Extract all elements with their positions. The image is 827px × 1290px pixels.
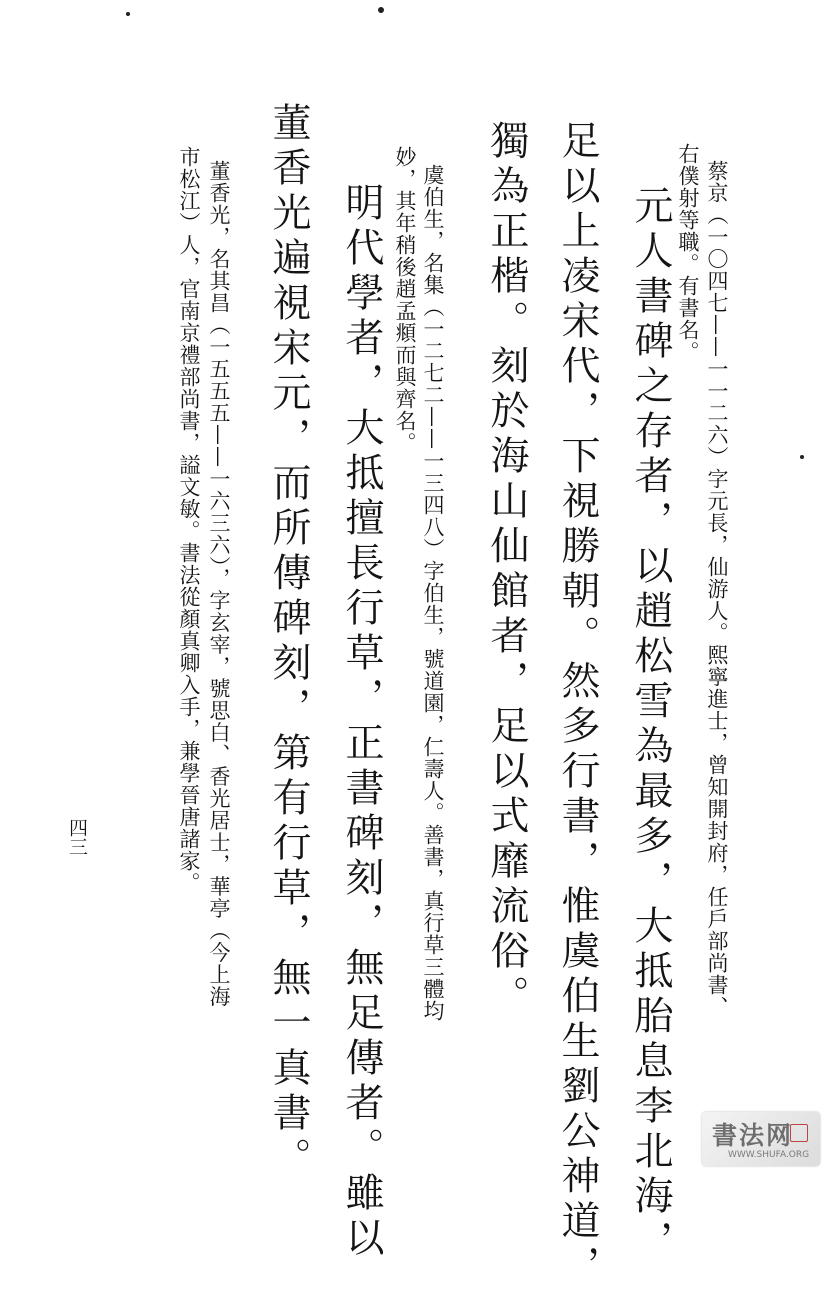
main-text-line-1: 元人書碑之存者，以趙松雪為最多，大抵胎息李北海， xyxy=(628,185,673,1265)
seal-icon xyxy=(790,1124,808,1142)
note-yu-bosheng-line-2: 妙，其年稍後趙孟頫而與齊名。 xyxy=(393,146,417,454)
note-cai-jing-line-2: 右僕射等職。有書名。 xyxy=(676,143,700,363)
note-yu-bosheng-line-1: 虞伯生，名集（一二七二——一三四八）字伯生，號道園，仁壽人。善書，真行草三體均 xyxy=(421,164,445,1022)
main-text-line-5: 董香光遍視宋元，而所傳碑刻，第有行草，無一真書。 xyxy=(266,102,311,1182)
watermark-title: 書法网 xyxy=(712,1121,794,1150)
main-text-line-4: 明代學者，大抵擅長行草，正書碑刻，無足傳者。雖以 xyxy=(339,182,384,1262)
watermark-logo xyxy=(702,1112,820,1166)
note-dong-xiangguang-line-2: 市松江）人，官南京禮部尚書，謚文敏。書法從顏真卿入手，兼學晉唐諸家。 xyxy=(177,146,201,894)
scan-speck xyxy=(378,7,384,13)
scan-speck xyxy=(126,12,130,16)
page-number: 四三 xyxy=(66,818,88,856)
note-cai-jing-line-1: 蔡京（一〇四七——一一二六）字元長，仙游人。熙寧進士，曾知開封府，任戶部尚書、 xyxy=(705,160,729,1018)
watermark-url: WWW.SHUFA.ORG xyxy=(728,1150,810,1160)
scan-speck xyxy=(800,455,804,459)
main-text-line-2: 足以上凌宋代，下視勝朝。然多行書，惟虞伯生劉公神道， xyxy=(555,120,600,1290)
main-text-line-3: 獨為正楷。刻於海山仙館者，足以式靡流俗。 xyxy=(484,120,529,1020)
note-dong-xiangguang-line-1: 董香光，名其昌（一五五五——一六三六），字玄宰，號思白、香光居士，華亭（今上海 xyxy=(207,160,231,1008)
